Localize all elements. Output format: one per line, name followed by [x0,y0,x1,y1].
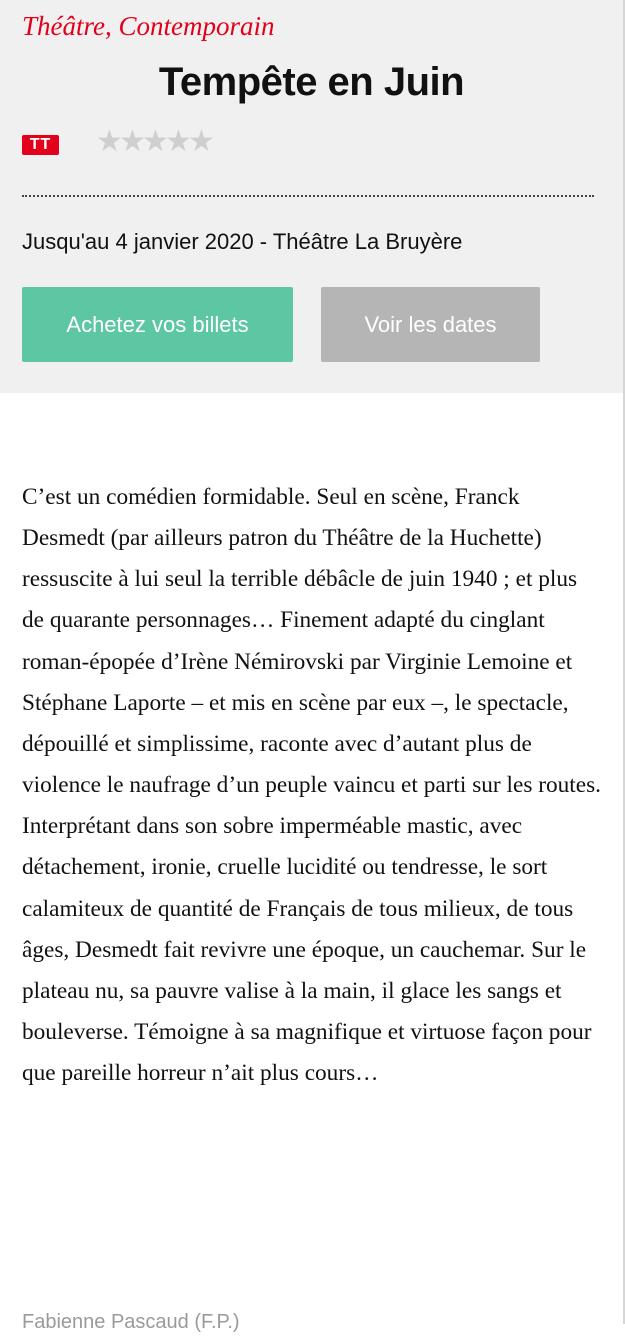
star-icon: ★ [96,124,123,159]
rating-stars [96,124,215,161]
dotted-divider [22,195,594,197]
see-dates-button[interactable]: Voir les dates [321,287,540,362]
star-icon: ★ [188,124,215,159]
review-author[interactable]: Fabienne Pascaud (F.P.) [22,1311,240,1333]
run-info: Jusqu'au 4 janvier 2020 - Théâtre La Bruyère [22,229,463,254]
star-icon: ★ [119,124,146,159]
star-icon: ★ [142,124,169,159]
buy-tickets-button[interactable]: Achetez vos billets [22,287,293,362]
show-header-card [0,0,623,393]
review-text: C’est un comédien formidable. Seul en scène, Franck Desmedt (par ailleurs patron du Théâtre de la Huchette) ressuscite à lui seul la terrible débâcle de juin 1940 ; et plus de quarante personnages… Finement adapté du cinglant roman-épopée d’Irène Némirovski par Virginie Lemoine et Stéphane Laporte – et mis en scène par eux –, le spectacle, dépouillé et simplissime, raconte avec d’autant plus de violence le naufrage d’un peuple vaincu et parti sur les routes. Interprétant dans son sobre imperméable mastic, avec détachement, ironie, cruelle lucidité ou tendresse, le sort calamiteux de quantité de Français de tous milieux, de tous âges, Desmedt fait revivre une époque, un cauchemar. Sur le plateau nu, sa pauvre valise à la main, il glace les sangs et bouleverse. Témoigne à sa magnifique et virtuose façon pour que pareille horreur n’ait plus cours… [22,484,601,1087]
category-label[interactable]: Théâtre, Contemporain [22,11,275,41]
star-icon: ★ [165,124,192,159]
page-title: Tempête en Juin [158,60,465,104]
tt-logo-icon: TT [22,135,59,155]
